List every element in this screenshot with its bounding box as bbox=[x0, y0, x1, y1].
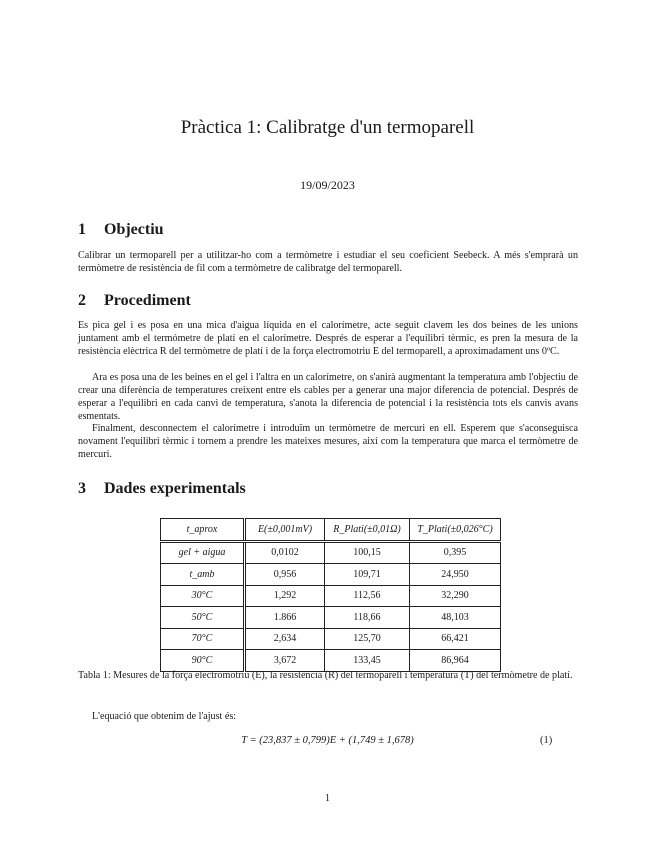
document-title: Pràctica 1: Calibratge d'un termoparell bbox=[180, 117, 475, 138]
section-number: 1 bbox=[78, 221, 86, 238]
equation-formula: T = (23,837 ± 0,799)E + (1,749 ± 1,678) bbox=[241, 735, 414, 746]
section-heading-procediment bbox=[78, 292, 191, 310]
table-header-row bbox=[161, 519, 501, 542]
table-cell: gel + aigua bbox=[161, 541, 245, 564]
table-row bbox=[161, 650, 501, 672]
table-cell: 24,950 bbox=[410, 564, 501, 586]
table-header-cell: t_aprox bbox=[161, 519, 245, 542]
table-cell: 32,290 bbox=[410, 585, 501, 607]
table-row bbox=[161, 607, 501, 629]
document-date: 19/09/2023 bbox=[300, 178, 355, 192]
paragraph-procediment-2: Ara es posa una de les beines en el gel i l'altra en un calorímetre, on s'anirà augmentant la temperatura amb l'objectiu de crear una diferència de temperatures creixent entre els cables per a generar una major diferencia de potencial. Després de esperar a l'equilibri en cada canvi de temperatura, s'anota la diferencia de potencial i la resistència tots els canvis avans esmentats. bbox=[78, 372, 578, 422]
table-cell: 0,0102 bbox=[245, 541, 325, 564]
paragraph-procediment-1: Es pica gel i es posa en una mica d'aigua líquida en el calorímetre, acte seguit clavem les dos beines de les unions juntament amb el termómetre de platí en el calorímetre. Després de esperar a l'equilibri tèrmic, es pren la mesura de la resistència elèctrica R del termòmetre de platí i de la força electromotriu E del termoparell, a aproximadament uns 0ºC. bbox=[78, 320, 578, 357]
table-cell: 0,956 bbox=[245, 564, 325, 586]
table-row bbox=[161, 628, 501, 650]
page-number: 1 bbox=[325, 793, 330, 804]
paragraph-procediment-3: Finalment, desconnectem el calorímetre i introduïm un termòmetre de mercuri en ell. Esperem que s'aconseguisca novament l'equilibri tèrmic i tornem a prendre les mateixes mesures, així com la temperatura que marca el termòmetre de mercuri. bbox=[78, 423, 578, 460]
table-cell: 1,292 bbox=[245, 585, 325, 607]
table-row bbox=[161, 564, 501, 586]
equation-number: (1) bbox=[540, 735, 553, 746]
table-cell: 133,45 bbox=[325, 650, 410, 672]
table-cell: 66,421 bbox=[410, 628, 501, 650]
table-row bbox=[161, 585, 501, 607]
table-cell: 100,15 bbox=[325, 541, 410, 564]
table-header-cell: R_Plati(±0,01Ω) bbox=[325, 519, 410, 542]
table-cell: 48,103 bbox=[410, 607, 501, 629]
table-caption: Tabla 1: Mesures de la força electromotriu (E), la resistència (R) del termoparell i temperatura (T) del termòmetre de platí. bbox=[78, 670, 573, 681]
table-header-cell: E(±0,001mV) bbox=[245, 519, 325, 542]
table-cell: 118,66 bbox=[325, 607, 410, 629]
table-cell: 86,964 bbox=[410, 650, 501, 672]
section-number: 2 bbox=[78, 292, 86, 309]
data-table bbox=[160, 518, 501, 672]
section-title: Objectiu bbox=[104, 221, 164, 238]
table-cell: 30°C bbox=[161, 585, 245, 607]
table-cell: 50°C bbox=[161, 607, 245, 629]
table-header-cell: T_Plati(±0,026°C) bbox=[410, 519, 501, 542]
table-cell: 3,672 bbox=[245, 650, 325, 672]
section-title: Dades experimentals bbox=[104, 480, 246, 497]
section-heading-objectiu bbox=[78, 221, 164, 239]
table-cell: 109,71 bbox=[325, 564, 410, 586]
equation-intro: L'equació que obtenim de l'ajust és: bbox=[92, 711, 237, 722]
section-number: 3 bbox=[78, 480, 86, 497]
section-title: Procediment bbox=[104, 292, 191, 309]
table-cell: 1.866 bbox=[245, 607, 325, 629]
table-cell: 125,70 bbox=[325, 628, 410, 650]
table-cell: 90°C bbox=[161, 650, 245, 672]
table-cell: 70°C bbox=[161, 628, 245, 650]
paragraph-objectiu: Calibrar un termoparell per a utilitzar-ho com a termòmetre i estudiar el seu coeficient Seebeck. A més s'emprarà un termòmetre de resistència de fil com a termòmetre de calibratge del termoparell. bbox=[78, 250, 578, 274]
table-row bbox=[161, 541, 501, 564]
table-cell: t_amb bbox=[161, 564, 245, 586]
table-cell: 112,56 bbox=[325, 585, 410, 607]
table-cell: 0,395 bbox=[410, 541, 501, 564]
table-cell: 2,634 bbox=[245, 628, 325, 650]
section-heading-dades bbox=[78, 480, 246, 498]
